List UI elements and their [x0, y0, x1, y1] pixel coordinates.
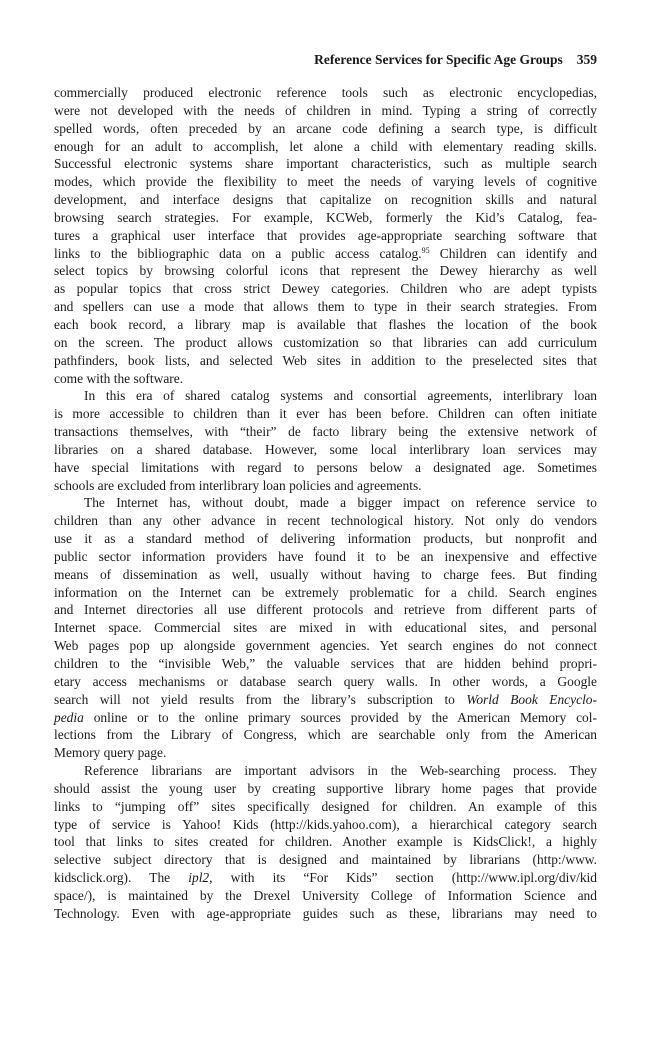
text-line [54, 709, 597, 727]
text-line: spelled words, often preceded by an arcane code defining a search type, is difficult [54, 120, 597, 136]
text-line: and Internet directories all use different protocols and retrieve from different parts of [54, 602, 597, 618]
text-fragment: search will not yield results from the library’s subscription to [54, 691, 467, 707]
text-line: should assist the young user by creating supportive library home pages that provide [54, 780, 597, 796]
text-line: select topics by browsing colorful icons that represent the Dewey hierarchy as well [54, 263, 597, 279]
italic-title: World Book Encyclo- [466, 691, 598, 707]
text-line: children to the “invisible Web,” the valuable services that are hidden behind propri- [54, 656, 597, 671]
running-title: Reference Services for Specific Age Groups [314, 52, 563, 67]
running-head [314, 52, 597, 68]
text-line: The Internet has, without doubt, made a bigger impact on reference service to [84, 495, 597, 511]
text-fragment: online or to the online primary sources provided by the American Memory col- [83, 709, 597, 725]
text-line: Technology. Even with age-appropriate guides such as these, librarians may need to [54, 905, 597, 921]
text-line: come with the software. [54, 370, 184, 386]
text-line: commercially produced electronic reference tools such as electronic encyclopedias, [54, 85, 597, 100]
text-line: as popular topics that cross strict Dewey categories. Children who are adept typists [54, 281, 597, 297]
italic-title: pedia [54, 709, 84, 725]
text-line: use it as a standard method of delivering information products, but nonprofit and [54, 531, 597, 547]
text-fragment: links to the bibliographic data on a public access catalog. [54, 245, 422, 261]
text-line: and spellers can use a mode that allows them to type in their search strategies. From [54, 299, 597, 315]
text-line [54, 869, 597, 887]
text-line: Internet space. Commercial sites are mixed in with educational sites, and personal [54, 620, 597, 636]
text-line: links to “jumping off” sites specifically designed for children. An example of this [54, 798, 597, 814]
text-fragment: kidsclick.org). The [54, 870, 189, 886]
italic-title: ipl2 [188, 870, 210, 886]
text-line: pathfinders, book lists, and selected Web sites in addition to the preselected sites that [54, 352, 597, 368]
body-text [54, 84, 597, 923]
text-line: Reference librarians are important advisors in the Web-searching process. They [84, 763, 597, 779]
text-line: development, and interface designs that capitalize on recognition skills and natural [54, 192, 597, 208]
text-line: type of service is Yahoo! Kids (http://kids.yahoo.com), a hierarchical category search [54, 816, 597, 832]
text-line: information on the Internet can be extremely problematic for a child. Search engines [54, 584, 597, 600]
text-line: modes, which provide the flexibility to meet the needs of varying levels of cognitive [54, 174, 597, 190]
text-line: Web pages pop up alongside government agencies. Yet search engines do not connect [54, 638, 597, 654]
text-line: etary access mechanisms or database search query walls. In other words, a Google [54, 673, 597, 689]
text-fragment: , with its “For Kids” section (http://www.ipl.org/div/kid [209, 870, 597, 886]
text-line [54, 691, 597, 709]
text-line: were not developed with the needs of children in mind. Typing a string of correctly [54, 102, 597, 118]
text-line: enough for an adult to accomplish, let alone a child with elementary reading skills. [54, 138, 597, 154]
text-fragment: Children can identify and [429, 245, 597, 261]
text-line: on the screen. The product allows customization so that libraries can add curriculum [54, 334, 597, 350]
text-line: browsing search strategies. For example, KCWeb, formerly the Kid’s Catalog, fea- [54, 209, 597, 225]
text-line: public sector information providers have found it to be an inexpensive and effective [54, 548, 597, 564]
text-line: each book record, a library map is available that flashes the location of the book [54, 316, 597, 332]
text-line: schools are excluded from interlibrary loan policies and agreements. [54, 477, 422, 493]
text-line: space/), is maintained by the Drexel University College of Information Science and [54, 887, 597, 903]
text-line: tool that links to sites created for children. Another example is KidsClick!, a highly [54, 834, 597, 850]
text-line: libraries on a shared database. However, some local interlibrary loan services may [54, 441, 597, 457]
text-line: children than any other advance in recent technological history. Not only do vendors [54, 513, 597, 529]
footnote-ref: 95 [421, 245, 430, 255]
page-number: 359 [576, 52, 597, 67]
text-line: Successful electronic systems share important characteristics, such as multiple search [54, 156, 597, 172]
text-line: In this era of shared catalog systems and consortial agreements, interlibrary loan [84, 388, 597, 404]
text-line: selective subject directory that is designed and maintained by librarians (http:/www. [54, 852, 597, 868]
text-line: have special limitations with regard to persons below a designated age. Sometimes [54, 459, 597, 475]
text-line: lections from the Library of Congress, which are searchable only from the American [54, 727, 597, 743]
text-line: tures a graphical user interface that provides age-appropriate searching software that [54, 227, 597, 243]
text-line: Memory query page. [54, 745, 167, 761]
text-line [54, 245, 597, 263]
text-line: is more accessible to children than it ever has been before. Children can often initiate [54, 406, 597, 422]
text-line: transactions themselves, with “their” de facto library being the extensive network of [54, 424, 597, 440]
text-line: means of dissemination as well, usually without having to charge fees. But finding [54, 566, 597, 582]
